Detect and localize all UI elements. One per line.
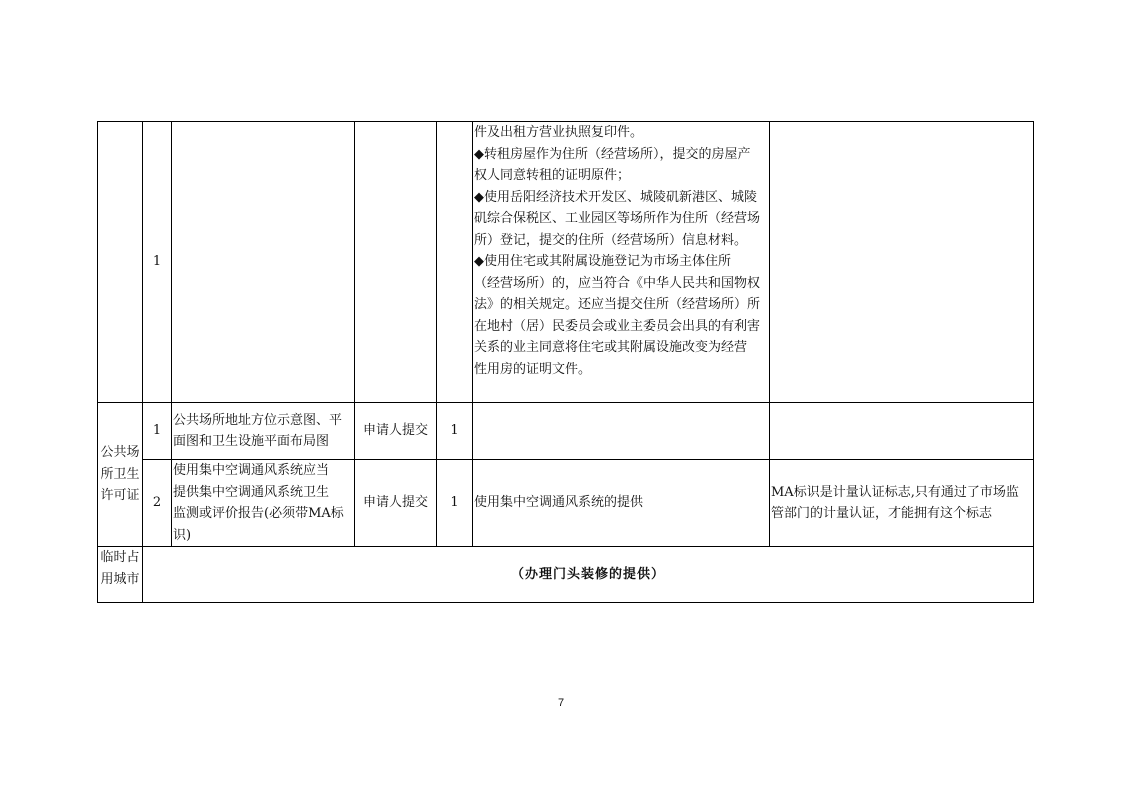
requirement-line: 性用房的证明文件。 — [474, 361, 592, 377]
category-line: 公共场 — [100, 445, 140, 461]
number-cell: 1 — [143, 403, 172, 460]
material-cell — [172, 460, 355, 547]
material-line: 面图和卫生设施平面布局图 — [173, 434, 330, 449]
requirement-cell — [473, 403, 770, 460]
material-line: 识) — [173, 527, 192, 543]
source-cell: 申请人提交 — [355, 403, 437, 460]
requirement-line: ◆使用岳阳经济技术开发区、城陵矶新港区、城陵 — [474, 189, 757, 205]
requirement-cell — [473, 122, 770, 403]
category-line: 临时占 — [100, 550, 140, 565]
category-cell — [98, 122, 143, 403]
requirement-cell: 使用集中空调通风系统的提供 — [473, 460, 770, 547]
table-row — [98, 403, 1034, 460]
requirement-line: 关系的业主同意将住宅或其附属设施改变为经营 — [474, 340, 748, 355]
remark-line: MA标识是计量认证标志,只有通过了市场监 — [771, 484, 1019, 500]
materials-table — [97, 121, 1034, 603]
requirement-line: ◆使用住宅或其附属设施登记为市场主体住所 — [474, 254, 731, 269]
material-line: 公共场所地址方位示意图、平 — [173, 412, 343, 428]
category-line: 许可证 — [100, 488, 140, 504]
remark-cell — [770, 460, 1034, 547]
requirement-line: 矶综合保税区、工业园区等场所作为住所（经营场 — [474, 211, 761, 226]
material-line: 提供集中空调通风系统卫生 — [173, 484, 330, 500]
remark-line: 管部门的计量认证，才能拥有这个标志 — [771, 506, 993, 521]
category-cell — [98, 547, 143, 603]
source-cell: 申请人提交 — [355, 460, 437, 547]
category-line: 用城市 — [100, 571, 140, 587]
count-cell: 1 — [437, 403, 473, 460]
category-line: 所卫生 — [100, 466, 140, 482]
merged-note-cell: （办理门头装修的提供） — [143, 547, 1034, 603]
table-row — [98, 547, 1034, 603]
requirement-line: 所）登记，提交的住所（经营场所）信息材料。 — [474, 232, 748, 248]
count-cell — [437, 122, 473, 403]
remark-cell — [770, 122, 1034, 403]
category-cell — [98, 403, 143, 547]
table-row — [98, 460, 1034, 547]
material-line: 监测或评价报告(必须带MA标 — [173, 506, 344, 521]
material-line: 使用集中空调通风系统应当 — [173, 463, 330, 478]
table-row — [98, 122, 1034, 403]
number-cell: 1 — [143, 122, 172, 403]
page-number: 7 — [557, 697, 565, 709]
material-cell — [172, 403, 355, 460]
requirement-line: 权人同意转租的证明原件； — [474, 168, 631, 183]
number-cell: 2 — [143, 460, 172, 547]
requirement-line: （经营场所）的，应当符合《中华人民共和国物权 — [474, 275, 761, 291]
material-cell — [172, 122, 355, 403]
count-cell: 1 — [437, 460, 473, 547]
requirement-line: ◆转租房屋作为住所（经营场所），提交的房屋产 — [474, 146, 751, 162]
remark-cell — [770, 403, 1034, 460]
requirement-line: 件及出租方营业执照复印件。 — [474, 125, 644, 140]
requirement-line: 在地村（居）民委员会或业主委员会出具的有利害 — [474, 318, 761, 334]
source-cell — [355, 122, 437, 403]
requirement-line: 法》的相关规定。还应当提交住所（经营场所）所 — [474, 297, 761, 312]
